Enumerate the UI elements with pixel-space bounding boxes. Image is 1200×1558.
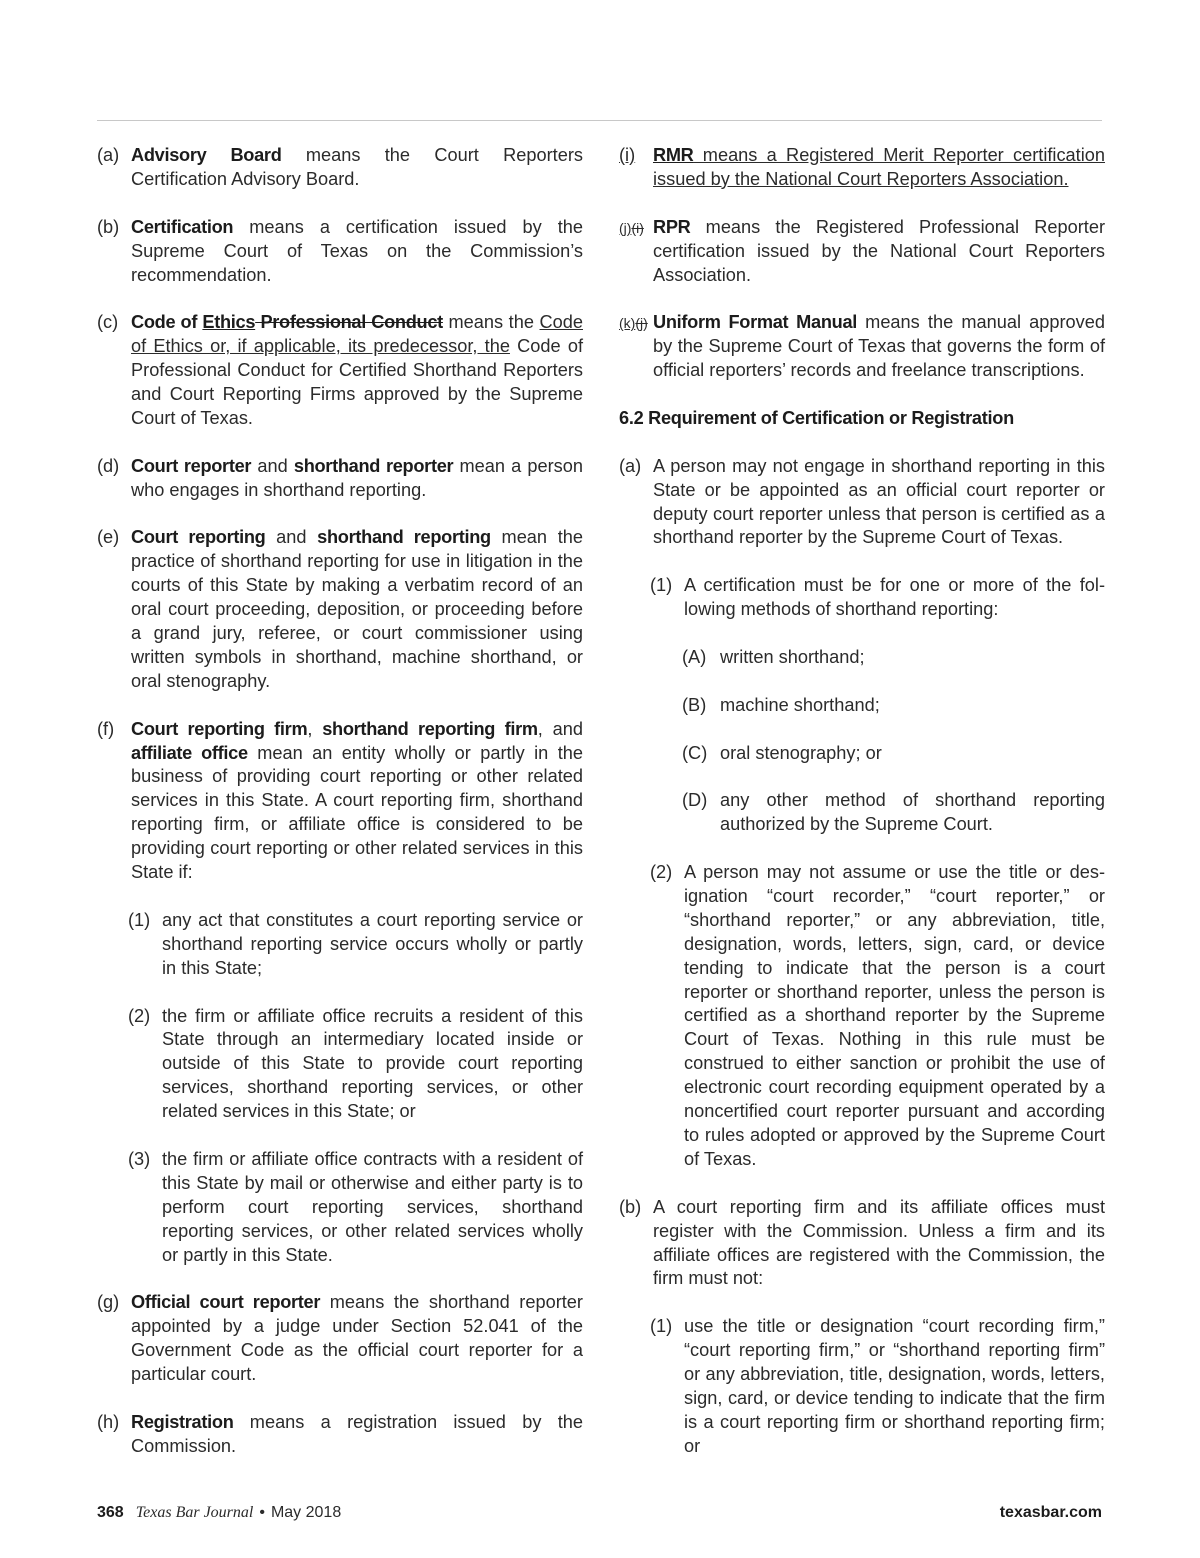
definition-text: Code of Professional Conduct for Certified Shorthand Reporters and Court Reporting Firms approved by the Supreme Court of Texas. [131,336,583,428]
defined-term: shorthand reporting [317,527,491,548]
defined-term: shorthand reporting firm [322,718,538,739]
section-heading: 6.2 Requirement of Certification or Registration [619,407,1014,428]
item-label: (a) [619,455,642,476]
list-item-text: A certification must be for one or more of the following methods of shorthand reporting: [684,575,1105,620]
list-item [619,1315,1105,1458]
list-item-text: the firm or affiliate office contracts with a resident of this State by mail or otherwise and either party is to perform court reporting services, shorthand reporting services, or other related services wholly or partly in this State. [162,1148,583,1265]
list-item-text: written shorthand; [720,646,865,667]
header-rule [97,120,1102,121]
defined-term: Court reporting [131,527,266,548]
defined-term: Uniform Format Manual [653,312,858,333]
separator: , [307,718,323,739]
page-footer [97,1504,1102,1528]
defined-term: affiliate office [131,742,248,763]
inserted-label: (j) [619,219,632,236]
defined-term: Court reporting firm [131,718,308,739]
list-item-text: the firm or affiliate office recruits a resident of this State through an intermediary located inside or outside of this State to provide court reporting services, shorthand reporting services, or other related services in this State; or [162,1005,583,1122]
defined-term: Registration [131,1411,234,1432]
list-item-text: oral stenography; or [720,742,882,763]
definition-text: means the Registered Professional Reporter certification issued by the National Court Reporters Association. [653,216,1105,285]
item-label: (2) [128,1005,151,1026]
list-item [97,1148,583,1268]
item-label: (f) [97,718,115,739]
definition-uniform-format-manual [619,311,1105,383]
separator: , and [537,718,584,739]
definition-rpr [619,216,1105,288]
list-item-text: ” or any abbreviation, title, designation, words, letters, sign, card, or device tending to indicate that the person is a court reporter or shorthand reporter, unless the person is certified as a shorthand reporter by the Supreme Court of Texas. Nothing in this rule must be construed to either sanction or prohibit the use of electronic court recording equipment operated by a noncertified court reporter pursuant and according to rules adopted or approved by the Supreme Court of Texas. [684,909,1106,1169]
item-label: (e) [97,527,120,548]
conjunction: and [265,527,318,548]
defined-term: Certification [131,216,234,237]
item-label: (i) [619,145,636,165]
item-label: (g) [97,1292,120,1313]
inserted-text: , [849,909,855,930]
definition-registration [97,1411,583,1459]
item-label: (c) [97,312,119,333]
inserted-text: Code of Ethics or, if applicable, its predecessor, the [131,312,583,357]
method-item [619,694,1105,718]
definition-code-of-ethics [97,311,583,431]
definition-court-reporting-firm [97,718,583,885]
definition-advisory-board [97,144,583,192]
inserted-label: (k) [619,315,636,332]
definition-text: mean a person who engages in shorthand reporting. [131,455,583,500]
defined-term: Code of [131,312,203,333]
website-link[interactable]: texasbar.com [999,1504,1102,1521]
item-label: (1) [650,1316,673,1337]
item-label [619,216,644,241]
definition-certification [97,216,583,288]
definition-court-reporting [97,526,583,693]
definition-text: means the shorthand reporter appointed by a judge under Section 52.041 of the Government Code as the official court reporter for a particular court. [131,1292,583,1385]
requirement-registration [619,1196,1105,1292]
bullet-separator: • [259,1504,265,1521]
issue-date: May 2018 [270,1504,342,1521]
item-label: (d) [97,455,120,476]
list-item-text: A person may not assume or use the title or designation “court recorder,” “court reporter,” or “shorthand reporter [684,862,1105,930]
definition-text: means a certification issued by the Supreme Court of Texas on the Commission’s recommendation. [131,216,583,285]
method-item [619,789,1105,837]
list-item [619,861,1105,1172]
defined-term: Court reporter [131,455,252,476]
method-item [619,646,1105,670]
page-number: 368 [97,1504,124,1521]
item-label: (B) [682,694,707,715]
definition-text: means the [442,312,540,333]
journal-title: Texas Bar Journal [135,1504,254,1521]
requirement-certification [619,455,1105,551]
deleted-term: Professional Conduct [255,312,443,333]
definition-court-reporter [97,455,583,503]
definition-official-court-reporter [97,1291,583,1387]
list-item-text: any other method of shorthand reporting authorized by the Supreme Court. [720,790,1105,835]
item-label: (3) [128,1148,151,1169]
defined-term: Advisory Board [131,145,282,165]
left-column [97,144,583,1483]
right-column [619,144,1105,1483]
item-label: (D) [682,790,708,811]
list-item [619,574,1105,622]
item-label [619,311,648,336]
definition-text: means the Court Reporters Certification Advisory Board. [131,145,583,189]
item-label: (1) [128,909,151,930]
defined-term: Official court reporter [131,1292,321,1313]
list-item-text: any act that constitutes a court reporting service or shorthand reporting service occurs wholly or partly in this State; [162,909,583,978]
item-label: (b) [97,216,120,237]
conjunction: and [251,455,294,476]
definition-text: means the manual approved by the Supreme Court of Texas that governs the form of official reporters’ records and freelance transcriptions. [653,312,1105,381]
definition-text: means a registration issued by the Commission. [131,1411,583,1456]
paragraph-text: A court reporting firm and its affiliate offices must register with the Commission. Unless a firm and its affiliate offices are registered with the Commission, the firm must not: [653,1196,1105,1289]
deleted-label: (i) [631,219,644,236]
definition-text: mean the practice of shorthand reporting for use in litigation in the courts of this State by making a verbatim record of an oral court proceeding, deposition, or proceeding before a grand jury, referee, or court commissioner using written symbols in shorthand, machine shorthand, or oral stenography. [131,527,583,691]
item-label: (C) [682,742,708,763]
defined-term: shorthand reporter [293,455,454,476]
deleted-label: (j) [635,315,648,332]
list-item [97,909,583,981]
paragraph-text: A person may not engage in shorthand reporting in this State or be appointed as an official court reporter or deputy court reporter unless that person is certified as a shorthand reporter by the Supreme Court of Texas. [653,455,1105,548]
definition-rmr [619,144,1105,192]
inserted-text: means a Registered Merit Reporter certification issued by the National Court Reporters Association. [653,145,1105,189]
inserted-term: Ethics [202,312,256,333]
definition-text: mean an entity wholly or partly in the business of providing court reporting or other related services in this State. A court reporting firm, shorthand reporting firm, or affiliate office is considered to be providing court reporting or other related services in this State if: [131,742,584,883]
defined-term: RPR [653,216,691,237]
item-label: (2) [650,862,673,883]
item-label: (b) [619,1196,642,1217]
method-item [619,742,1105,766]
item-label: (h) [97,1411,120,1432]
list-item [97,1005,583,1125]
item-label: (A) [682,646,707,667]
inserted-term: RMR [653,145,694,165]
item-label: (1) [650,575,673,596]
list-item-text: use the title or designation “court recording firm,” “court reporting firm,” or “shorthand reporting firm” or any abbreviation, title, designation, words, letters, sign, card, or device tending to indicate that the firm is a court reporting firm or shorthand reporting firm; or [684,1316,1105,1456]
item-label: (a) [97,145,120,165]
list-item-text: machine shorthand; [720,694,880,715]
